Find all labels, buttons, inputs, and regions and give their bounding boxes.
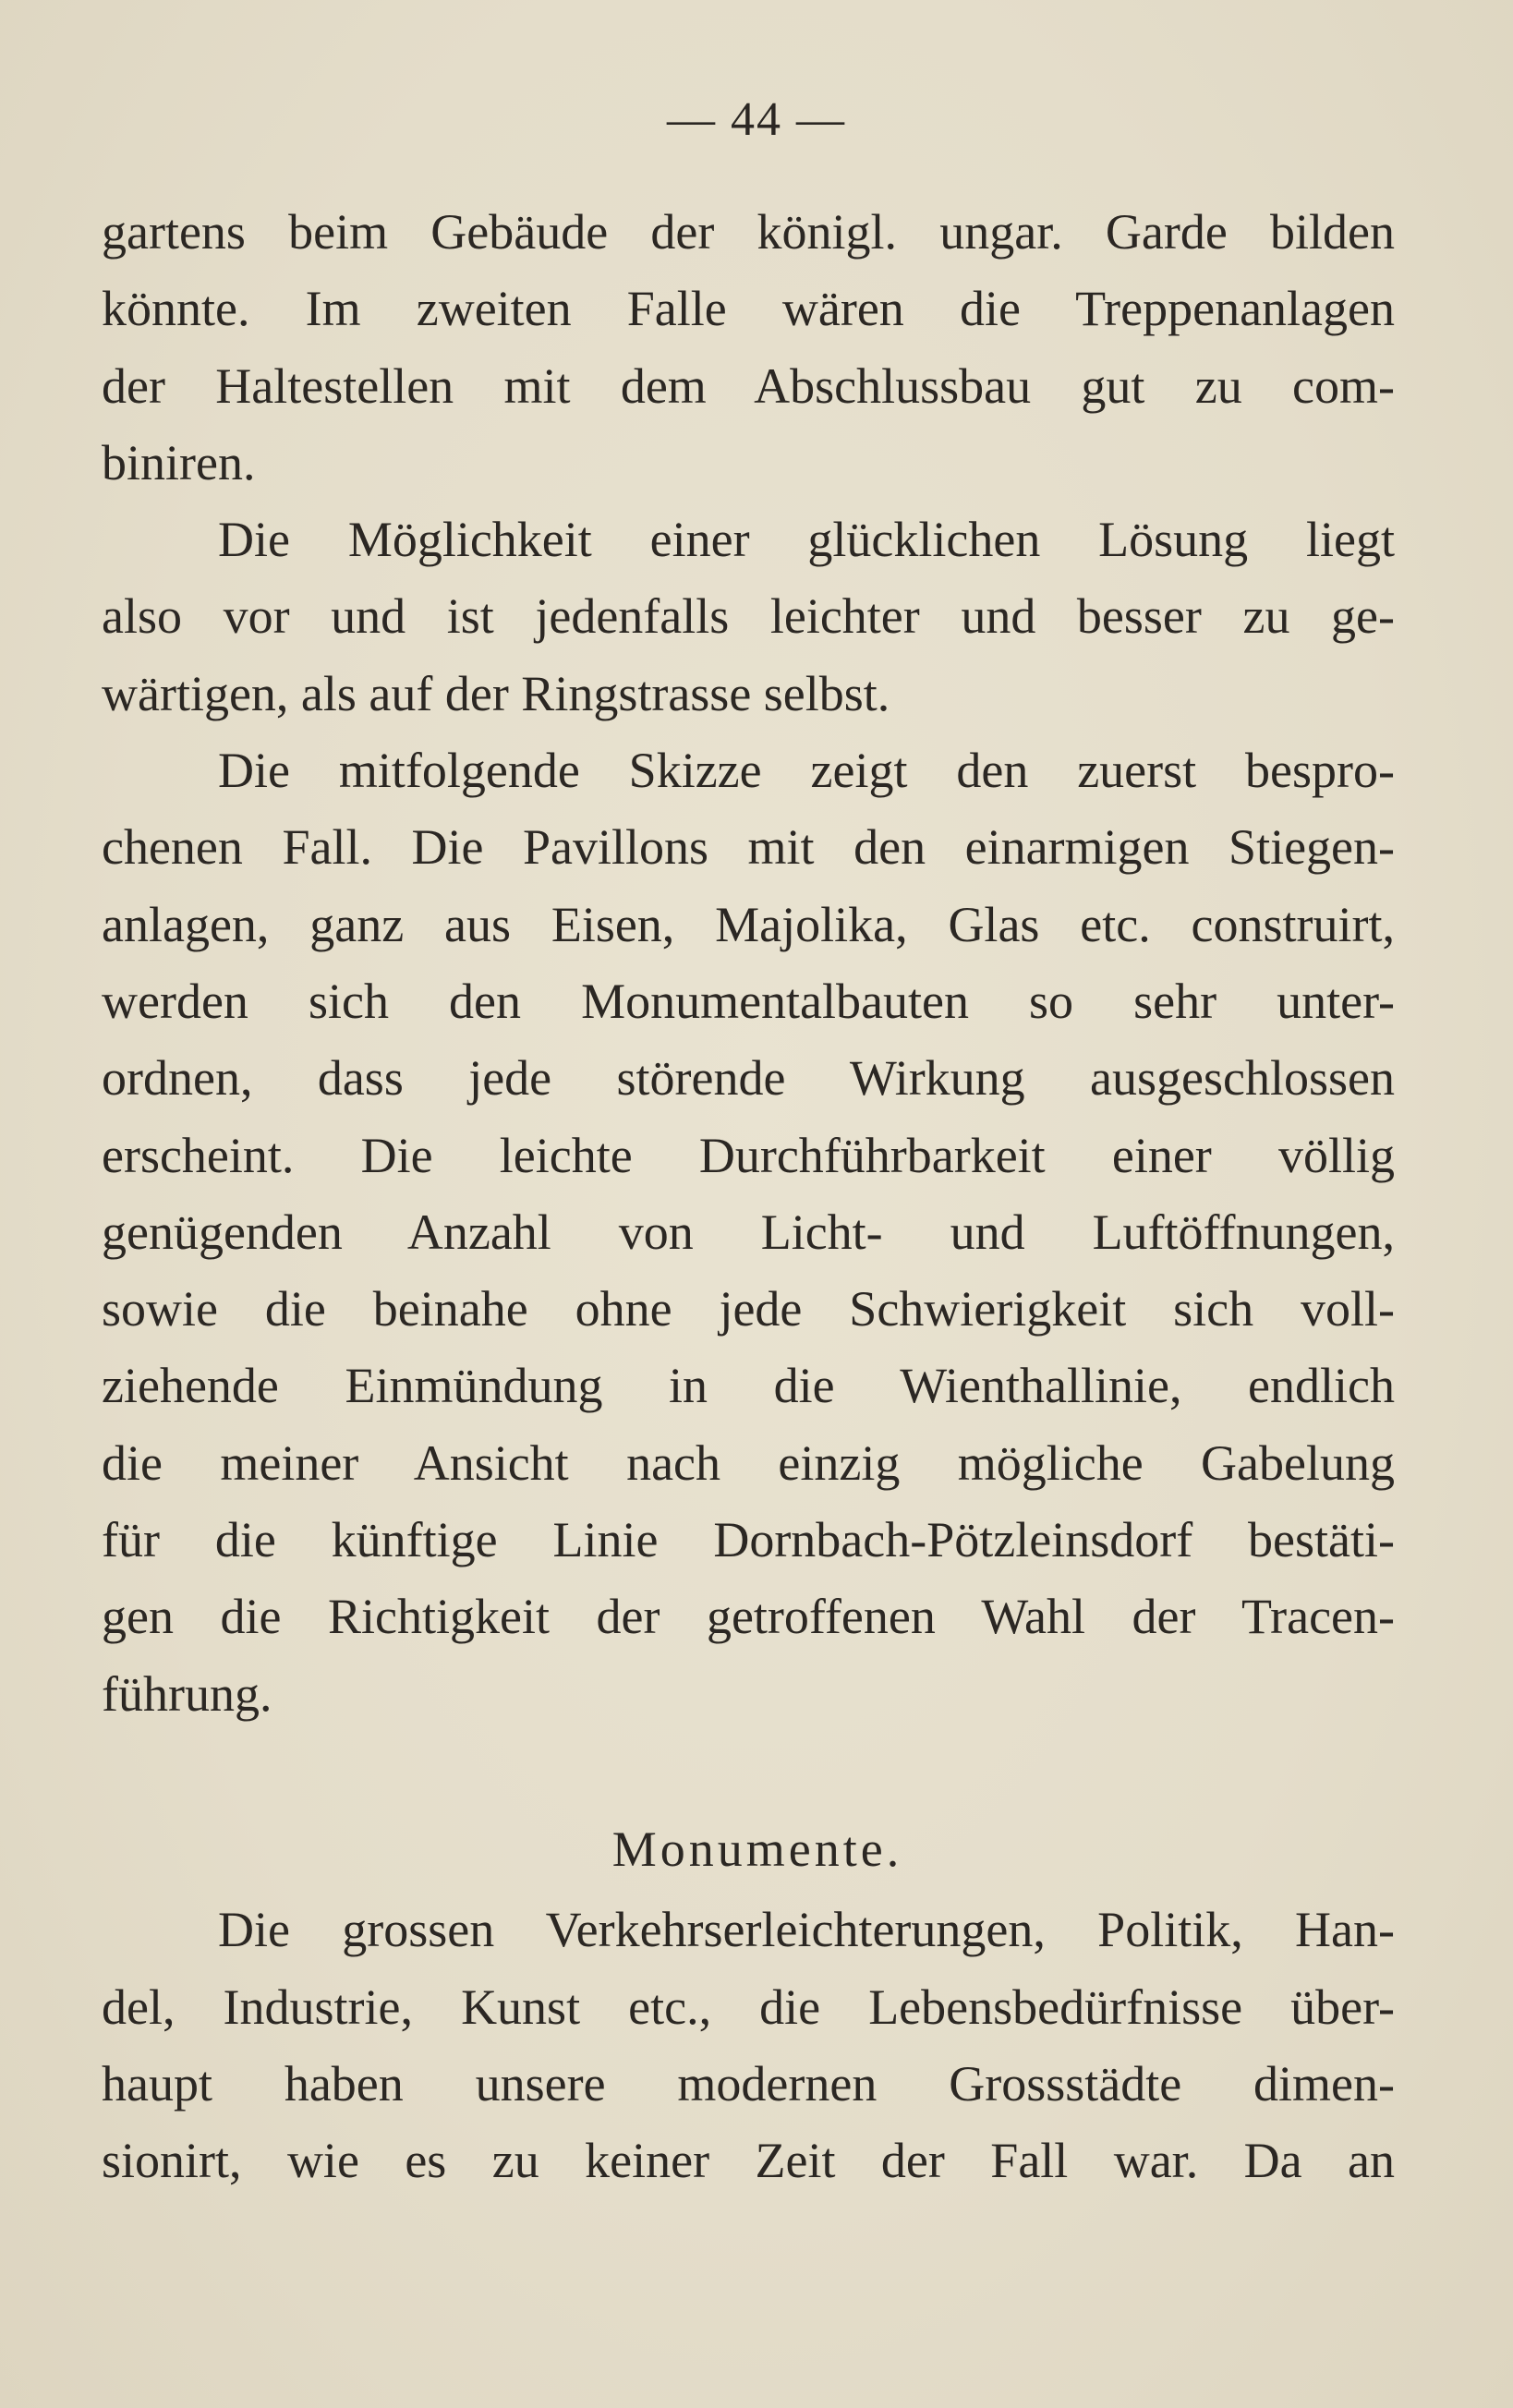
text-line: der Haltestellen mit dem Abschlussbau gut zu com- [102, 357, 1395, 414]
text-line: Die Möglichkeit einer glücklichen Lösung liegt [218, 512, 1395, 568]
text-line: biniren. [102, 434, 256, 490]
text-line: könnte. Im zweiten Falle wären die Treppenanlagen [102, 281, 1395, 337]
text-line: sionirt, wie es zu keiner Zeit der Fall war. Da an [102, 2133, 1395, 2189]
text-line: del, Industrie, Kunst etc., die Lebensbedürfnisse über- [102, 1978, 1395, 2035]
text-line: haupt haben unsere modernen Grossstädte dimen- [102, 2055, 1395, 2112]
text-line: wärtigen, als auf der Ringstrasse selbst. [102, 665, 890, 721]
section-heading: Monumente. [611, 1821, 903, 1877]
text-line: werden sich den Monumentalbauten so sehr unter- [102, 973, 1395, 1029]
page-number: — 44 — [667, 93, 846, 146]
text-line: führung. [102, 1665, 272, 1722]
text-line: ordnen, dass jede störende Wirkung ausgeschlossen [102, 1050, 1395, 1107]
text-line: die meiner Ansicht nach einzig mögliche Gabelung [102, 1434, 1395, 1491]
section-spacer [102, 1733, 1395, 1811]
text-line: Die grossen Verkehrserleichterungen, Politik, Han- [218, 1902, 1395, 1958]
text-line: Die mitfolgende Skizze zeigt den zuerst bespro- [218, 743, 1395, 799]
text-line: sowie die beinahe ohne jede Schwierigkeit sich voll- [102, 1281, 1395, 1337]
text-line: also vor und ist jedenfalls leichter und besser zu ge- [102, 588, 1395, 645]
text-line: ziehende Einmündung in die Wienthallinie, endlich [102, 1358, 1395, 1414]
text-line: chenen Fall. Die Pavillons mit den einarmigen Stiegen- [102, 819, 1395, 876]
text-line: gartens beim Gebäude der königl. ungar. Garde bilden [102, 204, 1395, 260]
text-line: genügenden Anzahl von Licht- und Luftöffnungen, [102, 1204, 1395, 1260]
text-line: für die künftige Linie Dornbach-Pötzleinsdorf bestäti- [102, 1512, 1395, 1568]
body-text [102, 194, 1395, 2199]
text-line: gen die Richtigkeit der getroffenen Wahl der Tracen- [102, 1589, 1395, 1645]
text-line: erscheint. Die leichte Durchführbarkeit einer völlig [102, 1127, 1395, 1183]
text-line: anlagen, ganz aus Eisen, Majolika, Glas etc. construirt, [102, 896, 1395, 952]
